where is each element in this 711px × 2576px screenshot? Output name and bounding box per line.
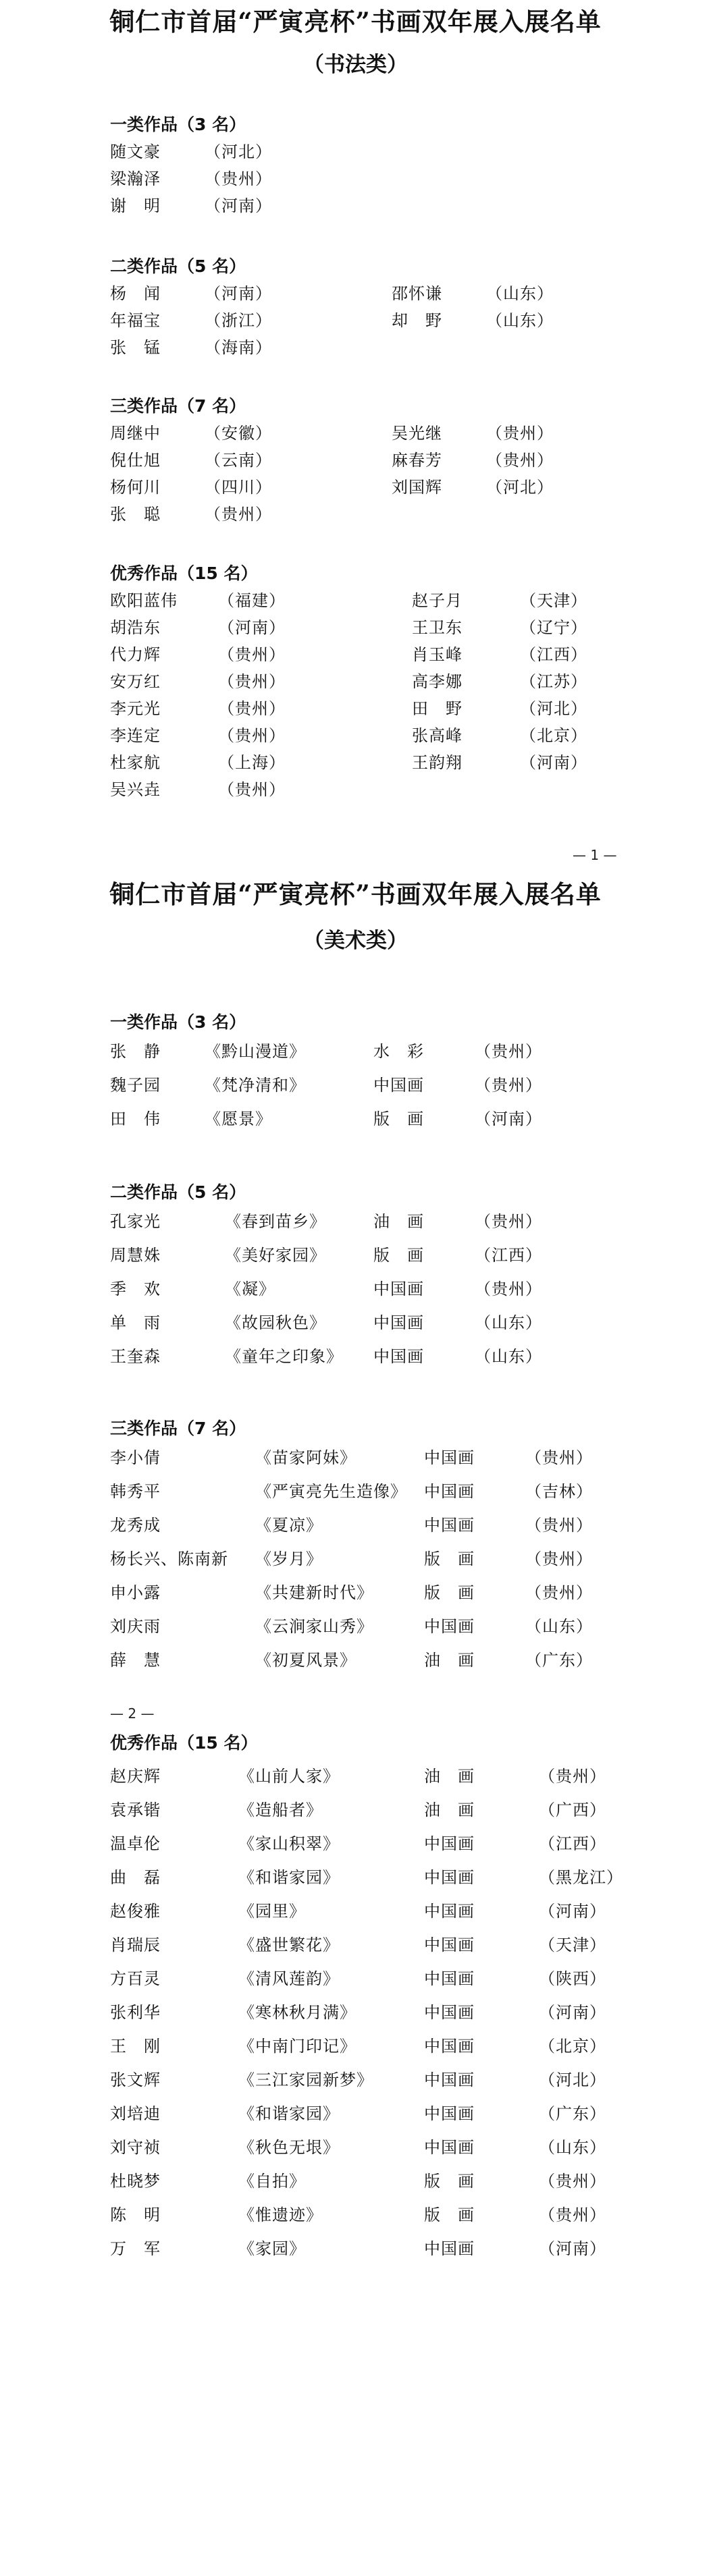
entry-name: 方百灵	[110, 1969, 161, 1988]
entry-province: （河南）	[539, 2003, 606, 2022]
entry-name: 麻春芳	[392, 451, 442, 470]
entry-name: 刘培迪	[110, 2104, 161, 2123]
entry-province: （浙江）	[205, 311, 272, 330]
entry-medium: 中国画	[424, 1936, 475, 1954]
entry-name: 杨长兴、陈南新	[110, 1550, 228, 1568]
entry-work: 《凝》	[225, 1280, 275, 1298]
entry-province: （广西）	[539, 1801, 606, 1819]
entry-work: 《和谐家园》	[238, 1868, 340, 1887]
calligraphy-excellent-head: 优秀作品（15 名）	[110, 564, 258, 583]
entry-province: （山东）	[486, 284, 554, 303]
entry-work: 《造船者》	[238, 1801, 323, 1819]
entry-name: 赵子月	[412, 591, 463, 610]
entry-province: （贵州）	[486, 451, 554, 470]
art-first-head: 一类作品（3 名）	[110, 1012, 246, 1032]
entry-province: （四川）	[205, 478, 272, 497]
entry-name: 申小露	[110, 1583, 161, 1602]
entry-name: 张文辉	[110, 2071, 161, 2089]
entry-medium: 中国画	[424, 2071, 475, 2089]
entry-medium: 版 画	[424, 2205, 475, 2224]
entry-province: （贵州）	[205, 505, 272, 524]
entry-province: （贵州）	[475, 1280, 542, 1298]
entry-medium: 中国画	[424, 1868, 475, 1887]
entry-name: 李元光	[110, 699, 161, 718]
entry-name: 张 锰	[110, 338, 161, 357]
entry-name: 代力辉	[110, 645, 161, 664]
entry-name: 年福宝	[110, 311, 161, 330]
entry-province: （河北）	[539, 2071, 606, 2089]
entry-work: 《初夏风景》	[255, 1651, 357, 1670]
entry-name: 李小倩	[110, 1448, 161, 1467]
entry-province: （山东）	[475, 1313, 542, 1332]
entry-medium: 中国画	[424, 1516, 475, 1535]
entry-province: （山东）	[486, 311, 554, 330]
entry-province: （河北）	[520, 699, 587, 718]
entry-province: （江西）	[475, 1246, 542, 1265]
entry-work: 《春到苗乡》	[225, 1212, 326, 1231]
page-number-1: — 1 —	[573, 847, 617, 863]
entry-name: 袁承锴	[110, 1801, 161, 1819]
entry-name: 周继中	[110, 424, 161, 443]
entry-province: （贵州）	[539, 2205, 606, 2224]
entry-province: （贵州）	[539, 1767, 606, 1786]
entry-medium: 中国画	[424, 2104, 475, 2123]
entry-medium: 油 画	[373, 1212, 424, 1231]
entry-province: （贵州）	[525, 1448, 593, 1467]
entry-work: 《惟遗迹》	[238, 2205, 323, 2224]
entry-name: 陈 明	[110, 2205, 161, 2224]
entry-name: 田 伟	[110, 1109, 161, 1128]
entry-work: 《园里》	[238, 1902, 306, 1921]
entry-work: 《梵净清和》	[205, 1076, 306, 1095]
entry-province: （云南）	[205, 451, 272, 470]
calligraphy-third-head: 三类作品（7 名）	[110, 396, 246, 416]
entry-work: 《和谐家园》	[238, 2104, 340, 2123]
art-second-head: 二类作品（5 名）	[110, 1182, 246, 1202]
entry-province: （吉林）	[525, 1482, 593, 1501]
entry-medium: 版 画	[424, 1550, 475, 1568]
entry-province: （贵州）	[539, 2172, 606, 2191]
entry-province: （河南）	[205, 196, 272, 215]
entry-work: 《共建新时代》	[255, 1583, 373, 1602]
entry-name: 随文豪	[110, 142, 161, 161]
entry-work: 《夏凉》	[255, 1516, 323, 1535]
entry-province: （贵州）	[475, 1212, 542, 1231]
entry-province: （广东）	[525, 1651, 593, 1670]
entry-name: 赵俊雅	[110, 1902, 161, 1921]
entry-name: 张利华	[110, 2003, 161, 2022]
entry-province: （北京）	[539, 2037, 606, 2056]
entry-province: （贵州）	[475, 1042, 542, 1061]
entry-medium: 中国画	[424, 2003, 475, 2022]
entry-province: （河南）	[218, 618, 286, 637]
entry-name: 王韵翔	[412, 753, 463, 772]
entry-name: 魏子园	[110, 1076, 161, 1095]
entry-province: （河南）	[520, 753, 587, 772]
entry-name: 吴兴垚	[110, 780, 161, 799]
entry-work: 《童年之印象》	[225, 1347, 343, 1366]
entry-province: （江西）	[520, 645, 587, 664]
entry-name: 高李娜	[412, 672, 463, 691]
entry-medium: 中国画	[424, 2037, 475, 2056]
entry-province: （贵州）	[525, 1550, 593, 1568]
entry-province: （河北）	[486, 478, 554, 497]
entry-medium: 水 彩	[373, 1042, 424, 1061]
entry-province: （贵州）	[218, 672, 286, 691]
entry-work: 《盛世繁花》	[238, 1936, 340, 1954]
entry-name: 龙秀成	[110, 1516, 161, 1535]
entry-medium: 中国画	[373, 1313, 424, 1332]
entry-name: 温卓伦	[110, 1834, 161, 1853]
entry-province: （河南）	[475, 1109, 542, 1128]
entry-name: 倪仕旭	[110, 451, 161, 470]
entry-province: （河南）	[205, 284, 272, 303]
entry-name: 李连定	[110, 726, 161, 745]
entry-province: （海南）	[205, 338, 272, 357]
art-subtitle: （美术类）	[303, 929, 408, 953]
entry-name: 韩秀平	[110, 1482, 161, 1501]
entry-province: （山东）	[475, 1347, 542, 1366]
entry-name: 吴光继	[392, 424, 442, 443]
entry-name: 单 雨	[110, 1313, 161, 1332]
entry-name: 安万红	[110, 672, 161, 691]
entry-name: 刘守祯	[110, 2138, 161, 2157]
entry-work: 《美好家园》	[225, 1246, 326, 1265]
entry-work: 《愿景》	[205, 1109, 272, 1128]
entry-name: 杜晓梦	[110, 2172, 161, 2191]
entry-work: 《中南门印记》	[238, 2037, 357, 2056]
entry-name: 赵庆辉	[110, 1767, 161, 1786]
entry-work: 《苗家阿妹》	[255, 1448, 357, 1467]
entry-name: 杜家航	[110, 753, 161, 772]
entry-medium: 中国画	[424, 1617, 475, 1636]
entry-medium: 中国画	[373, 1280, 424, 1298]
entry-medium: 中国画	[373, 1076, 424, 1095]
entry-province: （贵州）	[218, 726, 286, 745]
art-title: 铜仁市首届“严寅亮杯”书画双年展入展名单	[109, 879, 602, 909]
entry-medium: 中国画	[424, 1482, 475, 1501]
entry-province: （安徽）	[205, 424, 272, 443]
entry-province: （北京）	[520, 726, 587, 745]
entry-name: 曲 磊	[110, 1868, 161, 1887]
entry-name: 欧阳蓝伟	[110, 591, 178, 610]
entry-province: （贵州）	[218, 780, 286, 799]
entry-medium: 中国画	[424, 2239, 475, 2258]
entry-name: 孔家光	[110, 1212, 161, 1231]
entry-medium: 版 画	[373, 1246, 424, 1265]
entry-work: 《寒林秋月满》	[238, 2003, 357, 2022]
entry-medium: 中国画	[424, 1448, 475, 1467]
entry-work: 《家山积翠》	[238, 1834, 340, 1853]
calligraphy-subtitle: （书法类）	[303, 53, 408, 77]
entry-province: （贵州）	[525, 1583, 593, 1602]
entry-name: 张 静	[110, 1042, 161, 1061]
entry-province: （河南）	[539, 1902, 606, 1921]
calligraphy-first-head: 一类作品（3 名）	[110, 115, 246, 134]
entry-name: 王奎森	[110, 1347, 161, 1366]
entry-work: 《云涧家山秀》	[255, 1617, 373, 1636]
entry-name: 刘庆雨	[110, 1617, 161, 1636]
entry-work: 《秋色无垠》	[238, 2138, 340, 2157]
entry-name: 肖玉峰	[412, 645, 463, 664]
entry-name: 薛 慧	[110, 1651, 161, 1670]
entry-province: （天津）	[520, 591, 587, 610]
entry-work: 《清风莲韵》	[238, 1969, 340, 1988]
entry-medium: 中国画	[424, 1902, 475, 1921]
entry-work: 《岁月》	[255, 1550, 323, 1568]
entry-medium: 中国画	[424, 2138, 475, 2157]
entry-province: （贵州）	[218, 699, 286, 718]
entry-province: （河南）	[539, 2239, 606, 2258]
entry-work: 《黔山漫道》	[205, 1042, 306, 1061]
calligraphy-second-head: 二类作品（5 名）	[110, 256, 246, 276]
entry-name: 周慧姝	[110, 1246, 161, 1265]
entry-work: 《山前人家》	[238, 1767, 340, 1786]
entry-medium: 版 画	[373, 1109, 424, 1128]
entry-name: 杨何川	[110, 478, 161, 497]
entry-name: 杨 闻	[110, 284, 161, 303]
entry-name: 却 野	[392, 311, 442, 330]
entry-medium: 中国画	[424, 1969, 475, 1988]
entry-name: 王 刚	[110, 2037, 161, 2056]
entry-name: 张 聪	[110, 505, 161, 524]
entry-medium: 版 画	[424, 1583, 475, 1602]
entry-province: （贵州）	[525, 1516, 593, 1535]
entry-name: 肖瑞辰	[110, 1936, 161, 1954]
entry-province: （广东）	[539, 2104, 606, 2123]
entry-medium: 油 画	[424, 1651, 475, 1670]
entry-province: （上海）	[218, 753, 286, 772]
entry-province: （江苏）	[520, 672, 587, 691]
entry-province: （贵州）	[205, 169, 272, 188]
entry-name: 梁瀚泽	[110, 169, 161, 188]
art-excellent-head: 优秀作品（15 名）	[110, 1733, 258, 1753]
entry-work: 《家园》	[238, 2239, 306, 2258]
entry-province: （福建）	[218, 591, 286, 610]
entry-province: （江西）	[539, 1834, 606, 1853]
entry-work: 《三江家园新梦》	[238, 2071, 373, 2089]
entry-medium: 油 画	[424, 1801, 475, 1819]
entry-province: （山东）	[539, 2138, 606, 2157]
calligraphy-title: 铜仁市首届“严寅亮杯”书画双年展入展名单	[109, 7, 602, 36]
entry-province: （贵州）	[218, 645, 286, 664]
entry-name: 季 欢	[110, 1280, 161, 1298]
entry-medium: 油 画	[424, 1767, 475, 1786]
entry-name: 谢 明	[110, 196, 161, 215]
entry-province: （山东）	[525, 1617, 593, 1636]
entry-medium: 版 画	[424, 2172, 475, 2191]
art-third-head: 三类作品（7 名）	[110, 1419, 246, 1438]
entry-name: 万 军	[110, 2239, 161, 2258]
entry-work: 《故园秋色》	[225, 1313, 326, 1332]
entry-name: 胡浩东	[110, 618, 161, 637]
entry-name: 田 野	[412, 699, 463, 718]
entry-name: 张高峰	[412, 726, 463, 745]
entry-province: （天津）	[539, 1936, 606, 1954]
entry-work: 《自拍》	[238, 2172, 306, 2191]
entry-name: 王卫东	[412, 618, 463, 637]
entry-province: （黑龙江）	[539, 1868, 623, 1887]
entry-work: 《严寅亮先生造像》	[255, 1482, 407, 1501]
page-number-2: — 2 —	[110, 1705, 155, 1722]
entry-province: （辽宁）	[520, 618, 587, 637]
entry-medium: 中国画	[424, 1834, 475, 1853]
entry-name: 邵怀谦	[392, 284, 442, 303]
entry-province: （陕西）	[539, 1969, 606, 1988]
entry-medium: 中国画	[373, 1347, 424, 1366]
entry-province: （河北）	[205, 142, 272, 161]
entry-name: 刘国辉	[392, 478, 442, 497]
entry-province: （贵州）	[475, 1076, 542, 1095]
entry-province: （贵州）	[486, 424, 554, 443]
